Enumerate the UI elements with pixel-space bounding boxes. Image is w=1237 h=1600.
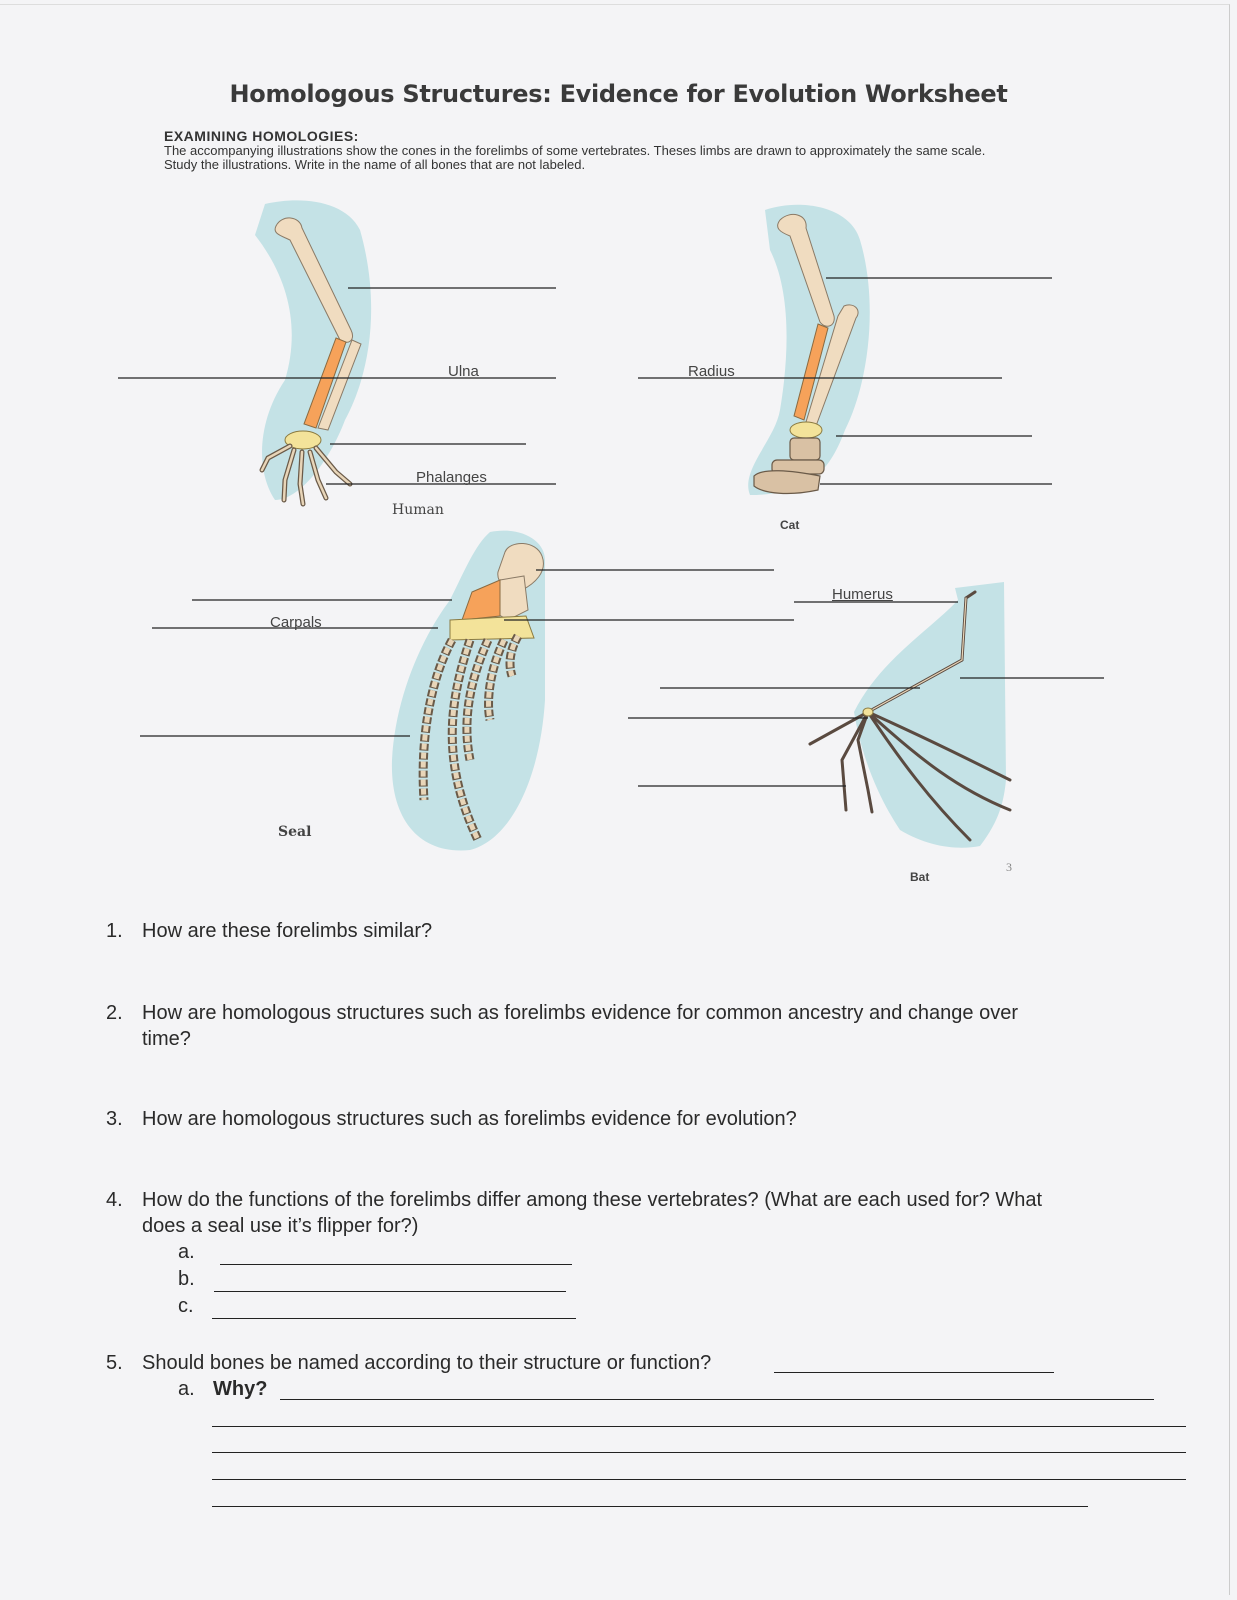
intro-text: The accompanying illustrations show the cones in the forelimbs of some vertebrates. Theses limbs are drawn to approximately the same scale. Study the illustrations. Write in the name of all bones that are not labeled. <box>164 143 986 172</box>
label-humerus: Humerus <box>832 586 893 603</box>
label-radius: Radius <box>688 363 735 380</box>
page-number: 3 <box>1006 860 1012 874</box>
q5-why-label: Why? <box>213 1378 268 1400</box>
q5-why-line-3[interactable] <box>212 1452 1186 1453</box>
q5-why-line-1[interactable] <box>280 1399 1154 1400</box>
q5-why-line-2[interactable] <box>212 1426 1186 1427</box>
label-carpals: Carpals <box>270 614 322 631</box>
question-2 <box>106 1000 1206 1054</box>
question-4 <box>106 1187 1216 1241</box>
question-text-cont: does a seal use it’s flipper for?) <box>142 1215 419 1237</box>
caption-seal: Seal <box>278 824 312 840</box>
q4-item-c-letter: c. <box>178 1295 194 1317</box>
question-number: 3. <box>106 1108 123 1130</box>
question-text-cont: time? <box>142 1028 191 1050</box>
caption-cat: Cat <box>780 518 800 532</box>
caption-human: Human <box>392 502 444 518</box>
q5-why-line-5[interactable] <box>212 1506 1088 1507</box>
cat-carpals <box>790 422 822 438</box>
worksheet-title: Homologous Structures: Evidence for Evolution Worksheet <box>229 80 1008 108</box>
caption-bat: Bat <box>910 870 930 884</box>
question-text: How do the functions of the forelimbs differ among these vertebrates? (What are each used for? What <box>142 1189 1043 1211</box>
label-phalanges: Phalanges <box>416 469 487 486</box>
q5-item-a-letter: a. <box>178 1378 195 1400</box>
q4-item-a-letter: a. <box>178 1241 195 1263</box>
q5-answer[interactable] <box>774 1372 1054 1373</box>
human-forelimb <box>255 200 371 504</box>
question-text: How are homologous structures such as forelimbs evidence for common ancestry and change over <box>142 1002 1018 1024</box>
q4-answer-a[interactable] <box>220 1264 572 1265</box>
bat-carpals <box>863 708 873 716</box>
question-text: How are these forelimbs similar? <box>142 920 433 942</box>
label-ulna: Ulna <box>448 363 479 380</box>
question-number: 2. <box>106 1002 123 1024</box>
question-text: How are homologous structures such as forelimbs evidence for evolution? <box>142 1108 797 1130</box>
question-number: 5. <box>106 1352 123 1374</box>
q4-item-b-letter: b. <box>178 1268 195 1290</box>
question-number: 1. <box>106 920 123 942</box>
q4-answer-b[interactable] <box>214 1291 566 1292</box>
q4-answer-c[interactable] <box>212 1318 576 1319</box>
seal-forelimb <box>392 531 545 851</box>
question-text: Should bones be named according to their structure or function? <box>142 1352 712 1374</box>
question-number: 4. <box>106 1189 123 1211</box>
cat-forelimb <box>748 205 870 495</box>
bat-forelimb <box>810 582 1010 848</box>
intro-heading: EXAMINING HOMOLOGIES: <box>164 128 359 144</box>
q5-why-line-4[interactable] <box>212 1479 1186 1480</box>
